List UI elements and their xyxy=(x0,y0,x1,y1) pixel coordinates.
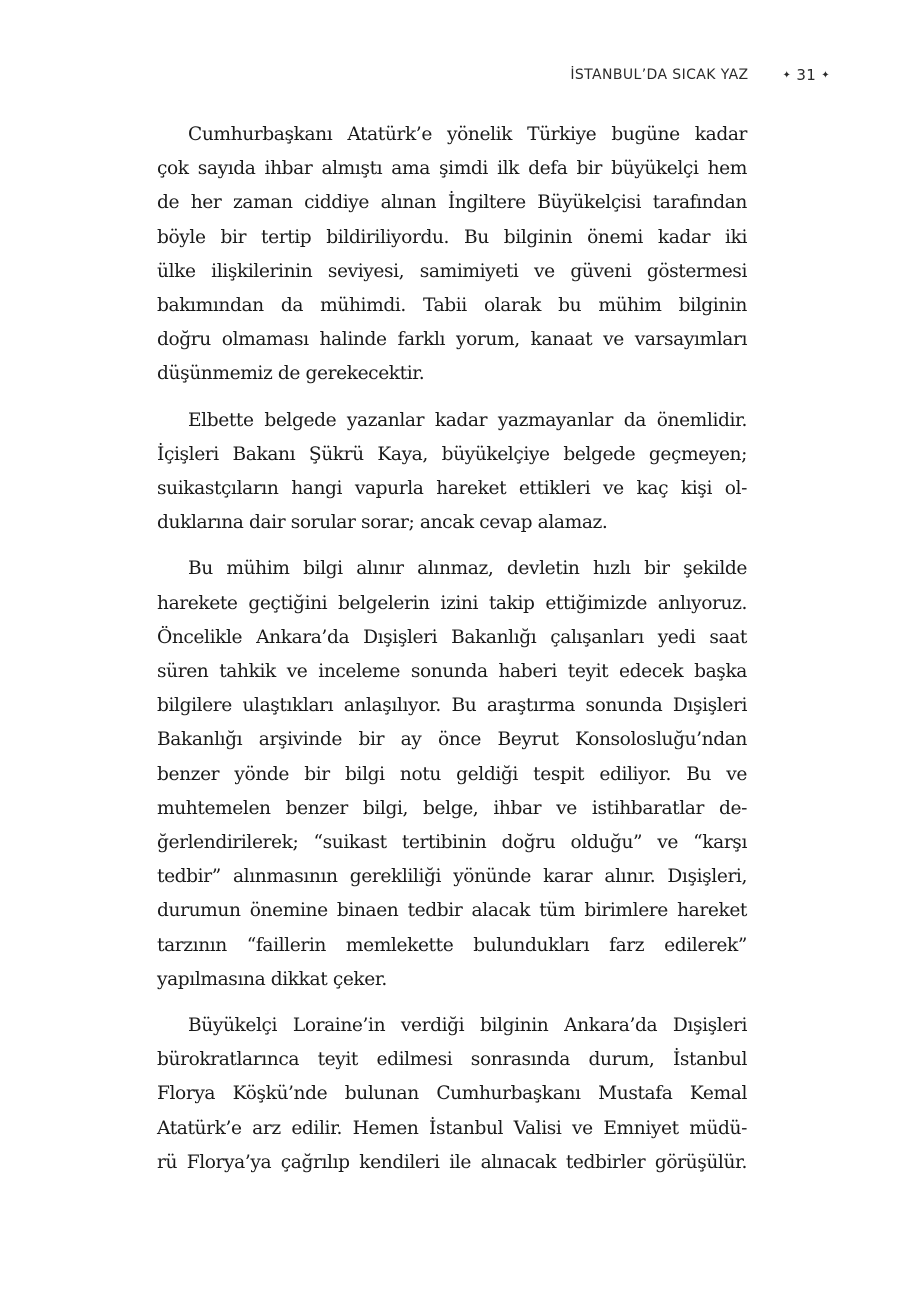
ornament-left-icon: ✦ xyxy=(782,69,792,81)
text-line: de her zaman ciddiye alınan İngiltere Büyükelçisi tarafından xyxy=(157,192,747,214)
text-line: yapılmasına dikkat çeker. xyxy=(157,968,387,990)
body-text xyxy=(157,118,747,1192)
text-line: harekete geçtiğini belgelerin izini takip ettiğimizde anlıyoruz. xyxy=(157,592,747,614)
text-line: rü Florya’ya çağrılıp kendileri ile alınacak tedbirler görüşülür. xyxy=(157,1151,747,1173)
paragraph-1 xyxy=(157,118,747,392)
text-line: Florya Köşkü’nde bulunan Cumhurbaşkanı Mustafa Kemal xyxy=(157,1083,747,1105)
text-line: Atatürk’e arz edilir. Hemen İstanbul Valisi ve Emniyet müdü- xyxy=(157,1117,747,1139)
text-line: ğerlendirilerek; “suikast tertibinin doğru olduğu” ve “karşı xyxy=(157,832,747,854)
text-line: bürokratlarınca teyit edilmesi sonrasında durum, İstanbul xyxy=(157,1049,747,1071)
paragraph-3 xyxy=(157,552,747,997)
text-line: Bu mühim bilgi alınır alınmaz, devletin hızlı bir şekilde xyxy=(188,558,747,580)
text-line: benzer yönde bir bilgi notu geldiği tespit ediliyor. Bu ve xyxy=(157,763,747,785)
ornament-right-icon: ✦ xyxy=(821,69,830,81)
text-line: muhtemelen benzer bilgi, belge, ihbar ve istihbaratlar de- xyxy=(157,797,747,819)
paragraph-2 xyxy=(157,404,747,541)
text-line: durumun önemine binaen tedbir alacak tüm birimlere hareket xyxy=(157,900,747,922)
text-line: süren tahkik ve inceleme sonunda haberi teyit edecek başka xyxy=(157,661,747,683)
text-line: tedbir” alınmasının gerekliliği yönünde karar alınır. Dışişleri, xyxy=(157,866,747,888)
text-line: böyle bir tertip bildiriliyordu. Bu bilginin önemi kadar iki xyxy=(157,226,747,248)
text-line: düşünmemiz de gerekecektir. xyxy=(157,363,425,385)
text-line: çok sayıda ihbar almıştı ama şimdi ilk defa bir büyükelçi hem xyxy=(157,158,747,180)
text-line: Cumhurbaşkanı Atatürk’e yönelik Türkiye bugüne kadar xyxy=(188,124,747,145)
text-line: doğru olmaması halinde farklı yorum, kanaat ve varsayımları xyxy=(157,329,747,351)
text-line: İçişleri Bakanı Şükrü Kaya, büyükelçiye belgede geçmeyen; xyxy=(157,443,747,465)
text-line: Bakanlığı arşivinde bir ay önce Beyrut Konsolosluğu’ndan xyxy=(157,729,747,751)
running-title: İSTANBUL’DA SICAK YAZ xyxy=(570,67,749,83)
running-header xyxy=(570,66,830,84)
text-line: bakımından da mühimdi. Tabii olarak bu mühim bilginin xyxy=(157,295,747,317)
text-line: Öncelikle Ankara’da Dışişleri Bakanlığı çalışanları yedi saat xyxy=(157,626,747,648)
text-line: ülke ilişkilerinin seviyesi, samimiyeti ve güveni göstermesi xyxy=(157,260,747,282)
text-line: bilgilere ulaştıkları anlaşılıyor. Bu araştırma sonunda Dışişleri xyxy=(157,695,747,717)
text-line: tarzının “faillerin memlekette bulundukları farz edilerek” xyxy=(157,934,747,956)
paragraph-4 xyxy=(157,1009,747,1180)
text-line: duklarına dair sorular sorar; ancak cevap alamaz. xyxy=(157,512,608,534)
page-number: 31 xyxy=(796,66,817,84)
text-line: suikastçıların hangi vapurla hareket ettikleri ve kaç kişi ol- xyxy=(157,478,747,500)
text-line: Elbette belgede yazanlar kadar yazmayanlar da önemlidir. xyxy=(188,409,747,431)
text-line: Büyükelçi Loraine’in verdiği bilginin Ankara’da Dışişleri xyxy=(188,1015,747,1037)
